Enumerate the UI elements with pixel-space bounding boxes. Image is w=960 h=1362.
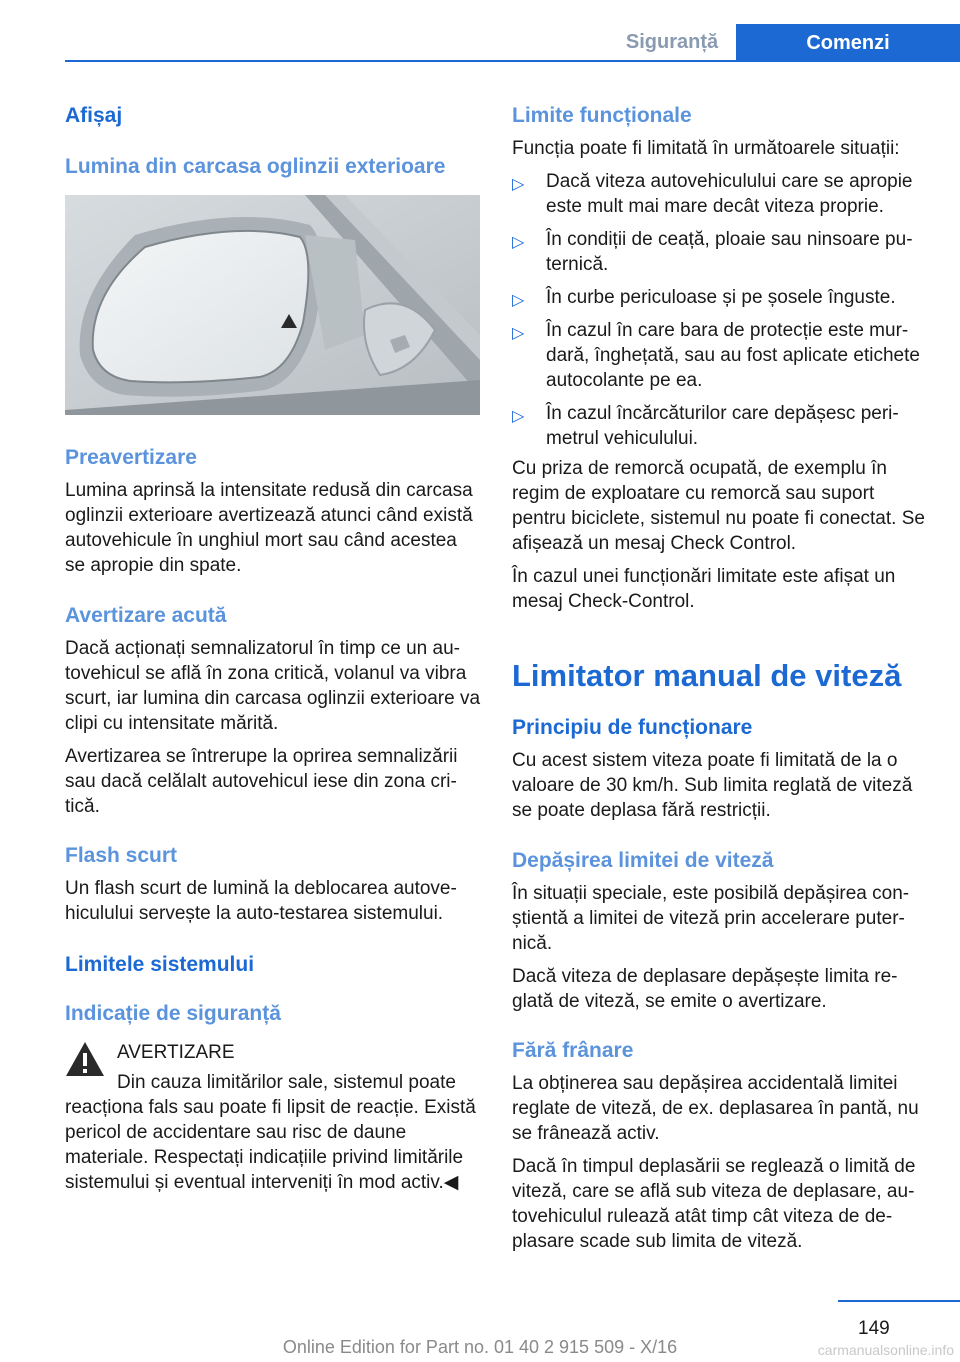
mirror-illustration [65, 195, 480, 415]
paragraph-check-control: În cazul unei funcționări limitate este afișat un mesaj Check-Control. [512, 566, 896, 612]
paragraph-short-flash: Un flash scurt de lumină la deblocarea autovehiculului servește la auto-testarea sistemului. [65, 878, 457, 924]
heading-system-limits: Limitele sistemului [65, 953, 255, 976]
paragraph-trailer: Cu priza de remorcă ocupată, de exemplu în regim de exploatare cu remorcă sau suport pentru biciclete, sistemul nu poate fi conectat. Se afișează un mesaj Check Control. [512, 458, 925, 554]
warning-title: AVERTIZARE [117, 1042, 235, 1063]
paragraph-no-braking-2: Dacă în timpul deplasării se reglează o limită de viteză, care se află sub viteza de deplasare, autovehiculul rulează atât timp cât viteza de deplasare scade sub limita de viteză. [512, 1156, 916, 1252]
heading-functional-limits: Limite funcționale [512, 104, 692, 127]
warning-triangle-icon [65, 1040, 105, 1078]
list-item: ▷ În cazul în care bara de protecție este murdară, înghețată, sau au fost aplicate etichete autocolante pe ea. [512, 320, 920, 391]
paragraph-exceed-2: Dacă viteza de deplasare depășește limita reglată de viteză, se emite o avertizare. [512, 966, 898, 1012]
triangle-right-icon: ▷ [512, 292, 525, 309]
paragraph-no-braking-1: La obținerea sau depășirea accidentală limitei reglate de viteză, de ex. deplasarea în pantă, nu se frânează activ. [512, 1073, 919, 1144]
list-item: ▷ În curbe periculoase și pe șosele înguste. [512, 285, 932, 310]
heading-short-flash: Flash scurt [65, 844, 178, 867]
heading-exceed-limit: Depășirea limitei de viteză [512, 849, 774, 872]
footer-rule [838, 1300, 960, 1302]
paragraph-functional-intro: Funcția poate fi limitată în următoarele situații: [512, 138, 900, 159]
list-item: ▷ În cazul încărcăturilor care depășesc perimetrul vehiculului. [512, 403, 899, 449]
heading-acute-warning: Avertizare acută [65, 604, 227, 627]
paragraph-acute-1: Dacă acționați semnalizatorul în timp ce un autovehicul se află în zona critică, volanul va vibra scurt, iar lumina din carcasa oglinzii exterioare va clipi cu intensitate mărită. [65, 638, 481, 734]
heading-display: Afișaj [65, 104, 123, 127]
list-item: ▷ Dacă viteza autovehiculului care se apropie este mult mai mare decât viteza proprie. [512, 171, 913, 217]
page-number: 149 [858, 1318, 890, 1339]
triangle-right-icon: ▷ [512, 325, 525, 342]
paragraph-principle: Cu acest sistem viteza poate fi limitată de la o valoare de 30 km/h. Sub limita reglată de viteză se poate deplasa fără restricții. [512, 750, 913, 821]
list-item: ▷ În condiții de ceață, ploaie sau ninsoare puternică. [512, 229, 913, 275]
watermark: carmanualsonline.info [817, 1342, 954, 1358]
heading-mirror-light: Lumina din carcasa oglinzii exterioare [65, 155, 446, 178]
triangle-right-icon: ▷ [512, 408, 525, 425]
warning-text-line1: Din cauza limitărilor sale, sistemul poate [117, 1072, 456, 1093]
header-rule [65, 60, 960, 62]
heading-speed-limiter: Limitator manual de viteză [512, 658, 902, 693]
heading-no-braking: Fără frânare [512, 1039, 634, 1062]
limits-list [512, 169, 932, 459]
paragraph-prewarning: Lumina aprinsă la intensitate redusă din carcasa oglinzii exterioare avertizează atunci când există autovehicule în unghiul mort sau când acestea se apropie din spate. [65, 480, 473, 576]
heading-principle: Principiu de funcționare [512, 716, 753, 739]
paragraph-acute-2: Avertizarea se întrerupe la oprirea semnalizării sau dacă celălalt autovehicul iese din zona critică. [65, 746, 458, 817]
heading-prewarning: Preavertizare [65, 446, 197, 469]
triangle-right-icon: ▷ [512, 176, 525, 193]
warning-text-rest: reacționa fals sau poate fi lipsit de reacție. Există pericol de accidentare sau risc de daune materiale. Respectați indicațiile privind limitările sistemului și eventual interveniți în mod activ.◀ [65, 1097, 476, 1193]
paragraph-exceed-1: În situații speciale, este posibilă depășirea conștientă a limitei de viteză prin accelerare puternică. [512, 883, 910, 954]
header-tab-controls[interactable]: Comenzi [736, 24, 960, 62]
edition-footer: Online Edition for Part no. 01 40 2 915 509 - X/16 [282, 1337, 678, 1357]
header-tab-safety[interactable]: Siguranță [625, 31, 719, 53]
triangle-right-icon: ▷ [512, 234, 525, 251]
heading-safety-note: Indicație de siguranță [65, 1002, 281, 1025]
